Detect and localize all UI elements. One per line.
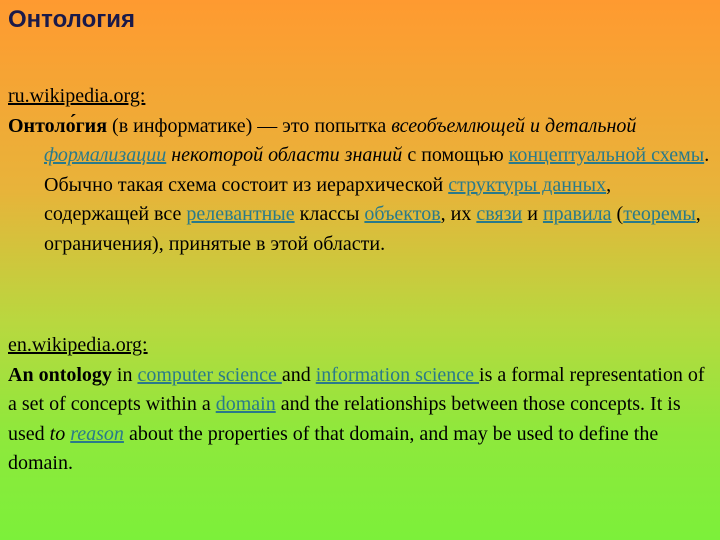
link-reason[interactable]: reason xyxy=(70,422,124,445)
link-computer-science[interactable]: computer science xyxy=(137,363,282,386)
ru-text: и xyxy=(522,203,543,225)
en-source-link[interactable]: en.wikipedia.org: xyxy=(8,334,148,356)
ru-text: . Обычно такая схема состоит из иерархической xyxy=(44,144,710,196)
ru-term: Онтоло́гия xyxy=(8,114,108,137)
en-definition-text xyxy=(8,361,712,479)
ru-text: , содержащей все xyxy=(44,173,612,225)
ru-source-link[interactable]: ru.wikipedia.org: xyxy=(8,85,146,107)
link-domain[interactable]: domain xyxy=(215,393,276,415)
link-struktury-dannykh[interactable]: структуры данных xyxy=(448,173,607,196)
link-teoremy[interactable]: теоремы xyxy=(623,203,696,225)
ru-italic-text: всеобъемлющей и детальной xyxy=(391,114,637,137)
link-svyazi[interactable]: связи xyxy=(476,203,523,225)
en-text: about the properties of that domain, and may be used to define the domain. xyxy=(8,422,659,474)
ru-text: ( xyxy=(611,203,624,225)
ru-definition-block xyxy=(8,82,712,259)
ru-italic-text: некоторой области знаний xyxy=(166,144,403,166)
link-information-science[interactable]: information science xyxy=(315,363,480,386)
en-text: and xyxy=(281,363,316,386)
ru-text: , их xyxy=(440,203,477,225)
en-text: is a formal representation of a set of concepts within a xyxy=(8,363,705,415)
en-text: and the relationships between those concepts. It is used xyxy=(8,393,681,445)
ru-text: , ограничения), принятые в этой области. xyxy=(44,203,701,255)
link-pravila[interactable]: правила xyxy=(542,203,612,225)
link-relevantnye[interactable]: релевантные xyxy=(186,203,295,225)
ru-text: с помощью xyxy=(402,144,509,166)
link-formalizatsii[interactable]: формализации xyxy=(44,144,167,166)
ru-text: классы xyxy=(294,203,365,225)
ru-definition-text xyxy=(8,112,712,260)
en-italic-text: to xyxy=(49,422,71,445)
link-obektov[interactable]: объектов xyxy=(364,203,441,225)
link-kontseptualnoy-skhemy[interactable]: концептуальной схемы xyxy=(508,144,705,166)
en-term: An ontology xyxy=(8,363,112,386)
en-definition-block xyxy=(8,331,712,479)
en-text: in xyxy=(111,363,138,386)
ru-text: (в информатике) — это попытка xyxy=(107,114,392,137)
slide-title: Онтология xyxy=(8,6,136,33)
